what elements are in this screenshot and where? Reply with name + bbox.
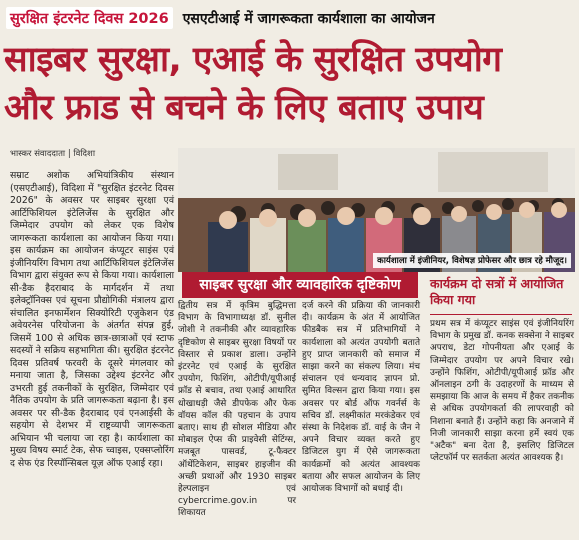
headline-line-2: और फ्राड से बचने के लिए बताए उपाय (4, 88, 484, 128)
photo-caption: कार्यशाला में इंजीनियर, विशेषज्ञ प्रोफेसर और छात्र रहे मौजूद। (373, 253, 571, 268)
article-column-3: दर्ज करने की प्रक्रिया की जानकारी दी। कार्यक्रम के अंत में आयोजित फीडबैक सत्र में प्रतिभागियों ने कार्यशाला को अत्यंत उपयोगी बताते हुए प्राप्त जानकारी को समाज में साझा करने का संकल्प लिया। मंच संचालन एवं धन्यवाद ज्ञापन प्रो. सुमित विल्सन द्वारा किया गया। इस अवसर पर बोर्ड ऑफ गवर्नर्स के सचिव डॉ. लक्ष्मीकांत मरकंडेकर एवं संस्था के निदेशक डॉ. वाई के जैन ने अपने विचार व्यक्त करते हुए डिजिटल युग में ऐसे जागरूकता कार्यक्रमों को अत्यंत आवश्यक बताया और सफल आयोजन के लिए आयोजक विभागों को बधाई दी। (302, 301, 420, 495)
article-column-4: प्रथम सत्र में कंप्यूटर साइंस एवं इंजीनियरिंग विभाग के प्रमुख डॉ. कनक सक्सेना ने साइबर अपराध, डेटा गोपनीयता और एआई के जिम्मेदार उपयोग पर अपने विचार रखे। उन्होंने फिशिंग, ओटीपी/यूपीआई फ्रॉड और ऑनलाइन ठगी के उदाहरणों के माध्यम से समझाया कि आज के समय में हैकर तकनीक से अधिक उपयोगकर्ता की लापरवाही को निशाना बनाते हैं। उन्होंने कहा कि अनजाने में निजी जानकारी साझा करना हमें स्वयं एक "अटैक" बना देता है, इसलिए डिजिटल प्लेटफॉर्म पर सतर्कता अत्यंत आवश्यक है। (430, 319, 574, 464)
subkicker-label: एसएटीआई में जागरूकता कार्यशाला का आयोजन (182, 10, 435, 27)
article-column-1: सम्राट अशोक अभियांत्रिकीय संस्थान (एसएटीआई), विदिशा में "सुरक्षित इंटरनेट दिवस 2026" के अवसर पर साइबर सुरक्षा एवं आर्टिफिशियल इंटेलिजेंस के सुरक्षित और जिम्मेदार उपयोग को लेकर एक विशेष जागरूकता कार्यशाला का आयोजन किया गया। इस कार्यक्रम का आयोजन कंप्यूटर साइंस एवं इंजीनियरिंग विभाग तथा आर्टिफिशियल इंटेलिजेंस विभाग द्वारा संयुक्त रूप से किया गया। कार्यशाला सी-डैक हैदराबाद के मार्गदर्शन में तथा इलेक्ट्रॉनिक्स एवं सूचना प्रौद्योगिकी मंत्रालय द्वारा संचालित इनफार्मेशन सिक्योरिटी एजुकेशन एंड अवेयरनेस परियोजना के अंतर्गत संपन्न हुई, जिसमें 100 से अधिक छात्र-छात्राओं एवं स्टाफ सदस्यों ने सक्रिय सहभागिता की। सुरक्षित इंटरनेट दिवस प्रतिवर्ष फरवरी के दूसरे मंगलवार को मनाया जाता है, जिसका उद्देश्य इंटरनेट और उभरती हुई तकनीकों के सुरक्षित, जिम्मेदार एवं नैतिक उपयोग के प्रति जागरूकता बढ़ाना है। इस अवसर पर सी-डैक हैदराबाद एवं एनआईसी के सहयोग से देशभर में राष्ट्रव्यापी जागरूकता अभियान भी चलाया जा रहा है। कार्यशाला का मुख्य विषय स्मार्ट टेक, सेफ च्वाइस, एक्सप्लोरिंग द सेफ एंड रिस्पॉन्सिबल यूज़ ऑफ एआई रहा। (10, 170, 174, 469)
event-photo (178, 148, 575, 272)
byline: भास्कर संवाददाता | विदिशा (10, 149, 96, 159)
kicker-strip (6, 6, 435, 30)
section-banner: साइबर सुरक्षा और व्यावहारिक दृष्टिकोण (182, 272, 418, 298)
headline-line-1: साइबर सुरक्षा, एआई के सुरक्षित उपयोग (4, 40, 502, 80)
sidebar-divider (430, 314, 572, 315)
article-column-2: द्वितीय सत्र में कृत्रिम बुद्धिमत्ता विभाग के विभागाध्यक्ष डॉ. सुनील जोशी ने तकनीकी और व्यावहारिक दृष्टिकोण से साइबर सुरक्षा विषयों पर विस्तार से प्रकाश डाला। उन्होंने इंटरनेट एवं एआई के सुरक्षित उपयोग, फिशिंग, ओटीपी/यूपीआई फ्रॉड से बचाव, तथा एआई आधारित धोखाधड़ी जैसे डीपफेक और फेक वॉयस कॉल की पहचान के उपाय बताए। साथ ही सोशल मीडिया और मोबाइल ऐप्स की प्राइवेसी सेटिंग्स, मजबूत पासवर्ड, टू-फैक्टर ऑथेंटिकेशन, साइबर हाइजीन की अच्छी प्रथाओं और 1930 साइबर हेल्पलाइन एवं cybercrime.gov.in पर शिकायत (178, 301, 296, 519)
sidebar-heading: कार्यक्रम दो सत्रों में आयोजित किया गया (430, 276, 564, 307)
kicker-label: सुरक्षित इंटरनेट दिवस 2026 (6, 7, 173, 29)
